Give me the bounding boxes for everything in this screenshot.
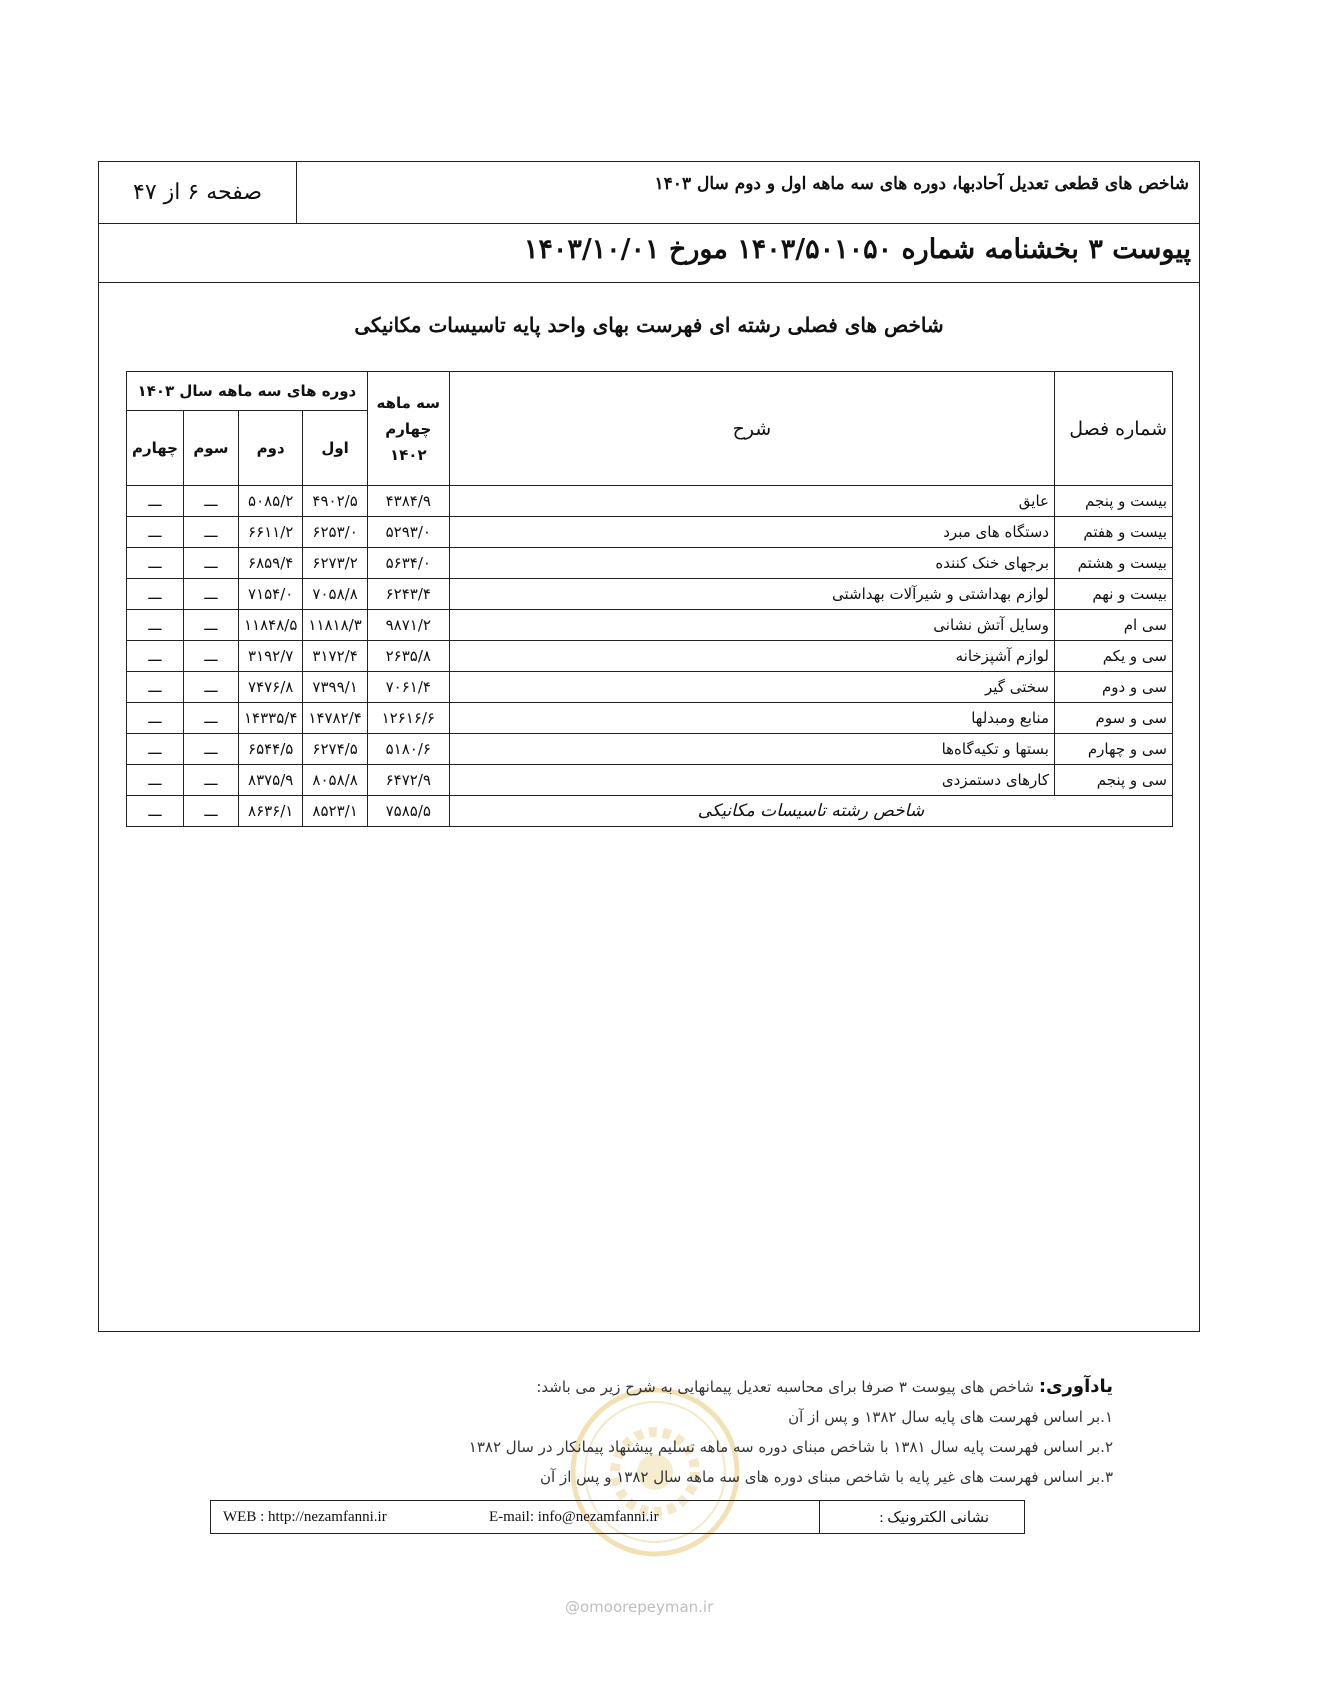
chapter-cell: سی و سوم xyxy=(1055,703,1173,734)
chapter-cell: سی و دوم xyxy=(1055,672,1173,703)
total-first: ۸۵۲۳/۱ xyxy=(303,796,367,827)
chapter-cell: بیست و هشتم xyxy=(1055,548,1173,579)
table-row xyxy=(127,641,1173,672)
second-cell: ۷۱۵۴/۰ xyxy=(238,579,302,610)
second-cell: ۱۱۸۴۸/۵ xyxy=(238,610,302,641)
note-item: ۱.بر اساس فهرست های پایه سال ۱۳۸۲ و پس از آن xyxy=(788,1408,1113,1426)
third-cell: ـــ xyxy=(183,610,238,641)
first-cell: ۶۲۷۳/۲ xyxy=(303,548,367,579)
third-cell: ـــ xyxy=(183,579,238,610)
second-cell: ۳۱۹۲/۷ xyxy=(238,641,302,672)
description-cell: کارهای دستمزدی xyxy=(449,765,1054,796)
q4-1402-cell: ۲۶۳۵/۸ xyxy=(367,641,449,672)
total-third: ـــ xyxy=(183,796,238,827)
fourth-cell: ـــ xyxy=(127,765,184,796)
first-cell: ۶۲۷۴/۵ xyxy=(303,734,367,765)
table-row xyxy=(127,579,1173,610)
third-cell: ـــ xyxy=(183,703,238,734)
second-cell: ۶۵۴۴/۵ xyxy=(238,734,302,765)
col-header-third: سوم xyxy=(183,411,238,486)
col-header-second: دوم xyxy=(238,411,302,486)
q4-1402-cell: ۵۶۳۴/۰ xyxy=(367,548,449,579)
q4-1402-cell: ۶۲۴۳/۴ xyxy=(367,579,449,610)
table-row xyxy=(127,517,1173,548)
q4-1402-cell: ۹۸۷۱/۲ xyxy=(367,610,449,641)
table-row xyxy=(127,765,1173,796)
q4-1402-cell: ۵۲۹۳/۰ xyxy=(367,517,449,548)
header-title: شاخص های قطعی تعدیل آحادبها، دوره های سه ماهه اول و دوم سال ۱۴۰۳ xyxy=(654,174,1189,194)
first-cell: ۱۴۷۸۲/۴ xyxy=(303,703,367,734)
chapter-cell: بیست و نهم xyxy=(1055,579,1173,610)
q4-1402-cell: ۵۱۸۰/۶ xyxy=(367,734,449,765)
first-cell: ۳۱۷۲/۴ xyxy=(303,641,367,672)
first-cell: ۴۹۰۲/۵ xyxy=(303,486,367,517)
page-frame xyxy=(98,161,1200,1332)
total-q4-1402: ۷۵۸۵/۵ xyxy=(367,796,449,827)
index-table xyxy=(126,371,1173,827)
watermark-site: @omoorepeyman.ir xyxy=(565,1598,714,1616)
table-row xyxy=(127,703,1173,734)
description-cell: برجهای خنک کننده xyxy=(449,548,1054,579)
q4-1402-cell: ۷۰۶۱/۴ xyxy=(367,672,449,703)
contact-label: نشانی الکترونیک : xyxy=(819,1501,1024,1533)
fourth-cell: ـــ xyxy=(127,672,184,703)
first-cell: ۶۲۵۳/۰ xyxy=(303,517,367,548)
q4-1402-cell: ۱۲۶۱۶/۶ xyxy=(367,703,449,734)
fourth-cell: ـــ xyxy=(127,734,184,765)
fourth-cell: ـــ xyxy=(127,486,184,517)
col-header-description: شرح xyxy=(449,372,1054,486)
page-header xyxy=(99,162,1199,224)
note-item: ۳.بر اساس فهرست های غیر پایه با شاخص مبنای دوره های سه ماهه سال ۱۳۸۲ و پس از آن xyxy=(540,1468,1113,1486)
third-cell: ـــ xyxy=(183,734,238,765)
notes-intro: شاخص های پیوست ۳ صرفا برای محاسبه تعدیل پیمانهایی به شرح زیر می باشد: xyxy=(536,1378,1035,1396)
description-cell: وسایل آتش نشانی xyxy=(449,610,1054,641)
note-item: ۲.بر اساس فهرست پایه سال ۱۳۸۱ با شاخص مبنای دوره سه ماهه تسلیم پیشنهاد پیمانکار در سال ۱۳۸۲ xyxy=(468,1438,1113,1456)
description-cell: عایق xyxy=(449,486,1054,517)
second-cell: ۶۸۵۹/۴ xyxy=(238,548,302,579)
annex-title-bar xyxy=(99,224,1199,283)
second-cell: ۶۶۱۱/۲ xyxy=(238,517,302,548)
page-number: صفحه ۶ از ۴۷ xyxy=(99,162,297,223)
chapter-cell: سی و پنجم xyxy=(1055,765,1173,796)
fourth-cell: ـــ xyxy=(127,641,184,672)
website-link[interactable]: WEB : http://nezamfanni.ir xyxy=(223,1509,387,1525)
notes-lead: یادآوری: xyxy=(1038,1376,1113,1397)
second-cell: ۱۴۳۳۵/۴ xyxy=(238,703,302,734)
chapter-cell: بیست و پنجم xyxy=(1055,486,1173,517)
table-row xyxy=(127,734,1173,765)
chapter-cell: سی ام xyxy=(1055,610,1173,641)
table-row xyxy=(127,610,1173,641)
description-cell: بستها و تکیه‌گاه‌ها xyxy=(449,734,1054,765)
notes-intro-line xyxy=(469,1372,1113,1402)
contact-box xyxy=(210,1500,1025,1534)
fourth-cell: ـــ xyxy=(127,610,184,641)
table-row xyxy=(127,486,1173,517)
third-cell: ـــ xyxy=(183,517,238,548)
fourth-cell: ـــ xyxy=(127,517,184,548)
first-cell: ۷۰۵۸/۸ xyxy=(303,579,367,610)
col-header-q4-1402: سه ماهه چهارم ۱۴۰۲ xyxy=(367,372,449,486)
notes-section xyxy=(469,1372,1113,1492)
q4-1402-cell: ۴۳۸۴/۹ xyxy=(367,486,449,517)
description-cell: منابع ومبدلها xyxy=(449,703,1054,734)
second-cell: ۷۴۷۶/۸ xyxy=(238,672,302,703)
annex-title: پیوست ۳ بخشنامه شماره ۱۴۰۳/۵۰۱۰۵۰ مورخ ۱۴۰۳/۱۰/۰۱ xyxy=(523,234,1191,265)
table-row xyxy=(127,672,1173,703)
second-cell: ۵۰۸۵/۲ xyxy=(238,486,302,517)
q4-1402-cell: ۶۴۷۲/۹ xyxy=(367,765,449,796)
third-cell: ـــ xyxy=(183,548,238,579)
second-cell: ۸۳۷۵/۹ xyxy=(238,765,302,796)
first-cell: ۸۰۵۸/۸ xyxy=(303,765,367,796)
col-header-chapter: شماره فصل xyxy=(1055,372,1173,486)
description-cell: لوازم آشپزخانه xyxy=(449,641,1054,672)
fourth-cell: ـــ xyxy=(127,703,184,734)
total-label: شاخص رشته تاسیسات مکانیکی xyxy=(449,796,1172,827)
table-row xyxy=(127,548,1173,579)
chapter-cell: بیست و هفتم xyxy=(1055,517,1173,548)
third-cell: ـــ xyxy=(183,765,238,796)
fourth-cell: ـــ xyxy=(127,548,184,579)
description-cell: دستگاه های مبرد xyxy=(449,517,1054,548)
total-row xyxy=(127,796,1173,827)
col-header-first: اول xyxy=(303,411,367,486)
third-cell: ـــ xyxy=(183,486,238,517)
first-cell: ۱۱۸۱۸/۳ xyxy=(303,610,367,641)
chapter-cell: سی و یکم xyxy=(1055,641,1173,672)
third-cell: ـــ xyxy=(183,672,238,703)
third-cell: ـــ xyxy=(183,641,238,672)
fourth-cell: ـــ xyxy=(127,579,184,610)
col-header-periods-1403: دوره های سه ماهه سال ۱۴۰۳ xyxy=(127,372,368,411)
first-cell: ۷۳۹۹/۱ xyxy=(303,672,367,703)
col-header-fourth: چهارم xyxy=(127,411,184,486)
total-second: ۸۶۳۶/۱ xyxy=(238,796,302,827)
email-link[interactable]: E-mail: info@nezamfanni.ir xyxy=(489,1509,659,1525)
description-cell: لوازم بهداشتی و شیرآلات بهداشتی xyxy=(449,579,1054,610)
total-fourth: ـــ xyxy=(127,796,184,827)
table-subtitle: شاخص های فصلی رشته ای فهرست بهای واحد پایه تاسیسات مکانیکی xyxy=(354,313,944,337)
chapter-cell: سی و چهارم xyxy=(1055,734,1173,765)
description-cell: سختی گیر xyxy=(449,672,1054,703)
